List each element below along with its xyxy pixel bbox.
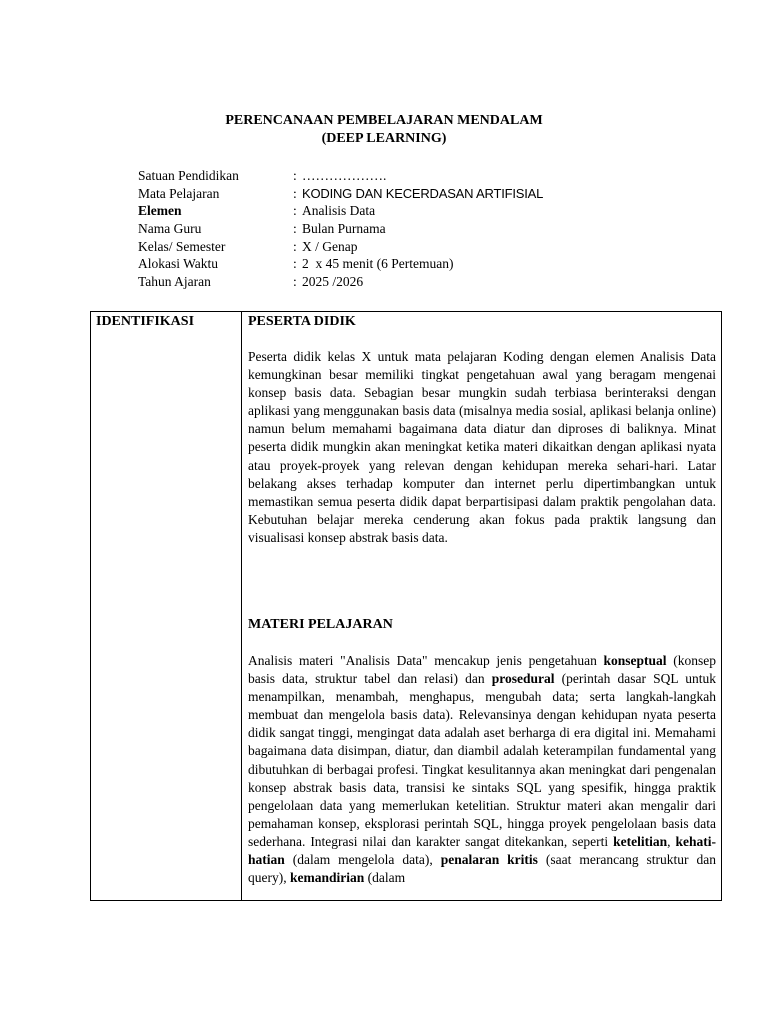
materi-bold-term: ketelitian	[613, 833, 668, 849]
meta-separator: :	[293, 221, 297, 237]
meta-row-alokasi	[137, 255, 697, 273]
meta-value: Analisis Data	[302, 203, 376, 219]
meta-row-kelas	[137, 238, 697, 256]
peserta-paragraph: Peserta didik kelas X untuk mata pelajaran Koding dengan elemen Analisis Data kemungkinan besar memiliki tingkat pengetahuan awal yang beragam mengenai konsep basis data. Sebagian besar mungkin sudah terbiasa berinteraksi dengan aplikasi yang menggunakan basis data (misalnya media sosial, aplikasi belanja online) namun belum memahami bagaimana data diatur dan diproses di baliknya. Minat peserta didik mungkin akan meningkat ketika materi dikaitkan dengan aplikasi nyata atau proyek-proyek yang relevan dengan kehidupan mereka sehari-hari. Latar belakang akses terhadap komputer dan internet perlu dipertimbangkan untuk memastikan semua peserta didik dapat berpartisipasi dalam praktik pengolahan data. Kebutuhan belajar mereka cenderung akan fokus pada praktik langsung dan visualisasi konsep abstrak basis data.	[248, 349, 716, 545]
meta-separator: :	[293, 256, 297, 272]
materi-bold-term: penalaran kritis	[440, 852, 538, 868]
meta-value: Bulan Purnama	[302, 221, 386, 237]
meta-row-guru	[137, 220, 697, 238]
materi-paragraph	[248, 652, 716, 887]
meta-separator: :	[293, 274, 297, 290]
identification-table	[90, 311, 722, 901]
meta-value: KODING DAN KECERDASAN ARTIFISIAL	[302, 185, 544, 201]
materi-text: (perintah dasar SQL untuk menampilkan, menambah, menghapus, mengubah data; serta langkah-langkah membuat dan mengelola basis data). Relevansinya dengan kehidupan nyata peserta didik sangat tinggi, mengingat data adalah aset berharga di era digital ini. Memahami bagaimana data disimpan, diatur, dan diambil adalah keterampilan fundamental yang dibutuhkan di berbagai profesi. Tingkat kesulitannya akan meningkat dari pengenalan konsep abstrak basis data, transisi ke sintaks SQL yang spesifik, hingga praktik pengelolaan data yang memerlukan ketelitian. Struktur materi akan mengalir dari pemahaman konsep, eksplorasi perintah SQL, hingga proyek pengelolaan basis data sederhana. Integrasi nilai dan karakter sangat ditekankan, seperti	[248, 671, 716, 849]
materi-text: (dalam mengelola data),	[284, 852, 441, 868]
meta-row-tahun	[137, 273, 697, 291]
document-subtitle: (DEEP LEARNING)	[321, 131, 447, 146]
document-title: PERENCANAAN PEMBELAJARAN MENDALAM	[225, 113, 543, 128]
meta-row-satuan	[137, 167, 697, 185]
peserta-heading: PESERTA DIDIK	[248, 314, 356, 329]
meta-label: Nama Guru	[138, 221, 202, 237]
meta-label: Satuan Pendidikan	[138, 168, 239, 183]
meta-separator: :	[293, 168, 297, 183]
identity-block	[137, 167, 697, 291]
meta-label: Mata Pelajaran	[138, 185, 220, 201]
materi-text: (saat merancang struktur dan query),	[248, 852, 716, 886]
materi-text: (dalam	[364, 870, 406, 886]
meta-value: X / Genap	[302, 238, 358, 254]
meta-label: Alokasi Waktu	[138, 256, 219, 272]
meta-value: ……………….	[302, 168, 387, 183]
materi-text: ,	[667, 833, 676, 849]
meta-separator: :	[293, 203, 297, 219]
table-left-column	[91, 312, 242, 900]
materi-text: Analisis materi "Analisis Data" mencakup jenis pengetahuan	[248, 653, 604, 668]
materi-bold-term: prosedural	[491, 671, 555, 687]
meta-value: 2025 /2026	[302, 274, 364, 290]
identifikasi-label: IDENTIFIKASI	[96, 314, 195, 329]
materi-text: (konsep basis data, struktur tabel dan relasi) dan	[248, 653, 716, 687]
meta-separator: :	[293, 238, 297, 254]
materi-bold-term: kemandirian	[289, 870, 365, 886]
materi-bold-term: konseptual	[603, 653, 667, 668]
materi-bold-term: kehati-hatian	[248, 833, 717, 868]
meta-row-elemen	[137, 202, 697, 220]
meta-value: 2 x 45 menit (6 Pertemuan)	[302, 256, 454, 272]
meta-label: Tahun Ajaran	[138, 274, 211, 290]
meta-label: Elemen	[138, 203, 182, 219]
meta-label: Kelas/ Semester	[138, 238, 226, 254]
meta-separator: :	[293, 185, 297, 201]
meta-row-mapel	[137, 185, 697, 203]
materi-heading: MATERI PELAJARAN	[248, 617, 393, 632]
